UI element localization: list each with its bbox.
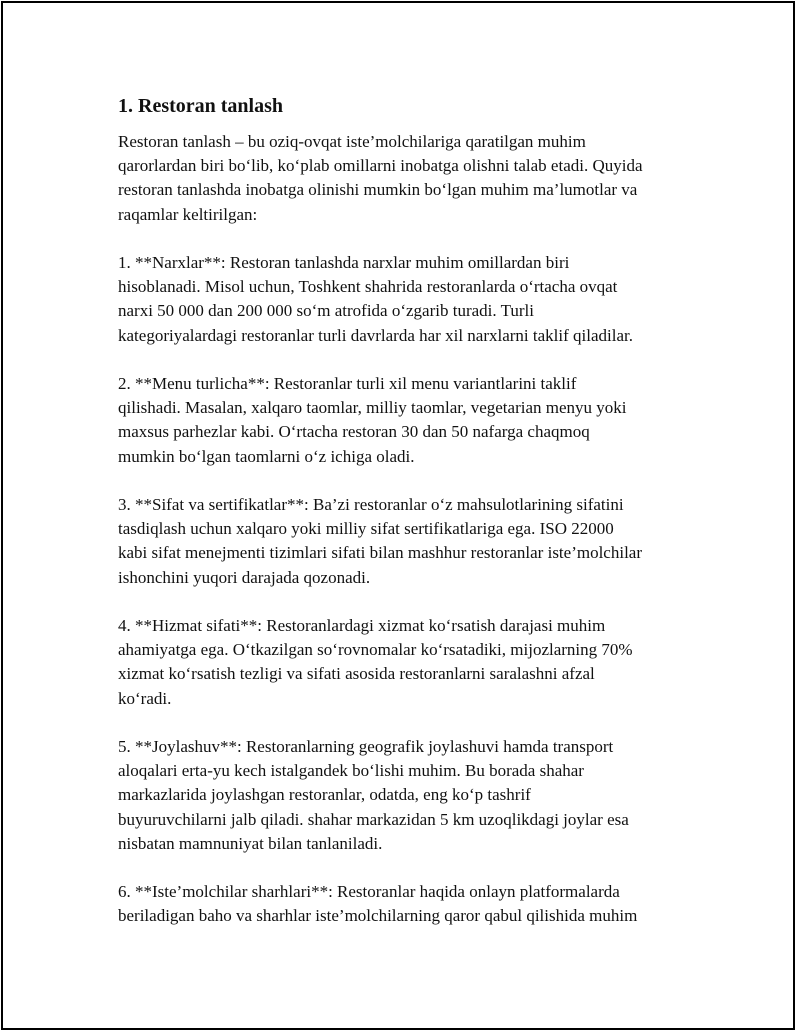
text-line: ahamiyatga ega. O‘tkazilgan so‘rovnomalar ko‘rsatadiki, mijozlarning 70% <box>118 640 633 660</box>
text-line: markazlarida joylashgan restoranlar, odatda, eng ko‘p tashrif <box>118 785 531 805</box>
text-line: kabi sifat menejmenti tizimlari sifati bilan mashhur restoranlar iste’molchilar <box>118 543 643 563</box>
text-line: tasdiqlash uchun xalqaro yoki milliy sifat sertifikatlariga ega. ISO 22000 <box>118 519 614 539</box>
text-line: nisbatan mamnuniyat bilan tanlaniladi. <box>118 833 383 853</box>
text-line: maxsus parhezlar kabi. O‘rtacha restoran 30 dan 50 nafarga chaqmoq <box>118 422 590 442</box>
text-line: narxi 50 000 dan 200 000 so‘m atrofida o‘zgarib turadi. Turli <box>118 301 534 321</box>
list-item-location <box>118 735 698 856</box>
list-item-reviews <box>118 880 698 928</box>
intro-paragraph <box>118 130 698 227</box>
text-line: ishonchini yuqori darajada qozonadi. <box>118 567 371 587</box>
text-line: qilishadi. Masalan, xalqaro taomlar, milliy taomlar, vegetarian menyu yoki <box>118 398 627 418</box>
text-line: qarorlardan biri bo‘lib, ko‘plab omillarni inobatga olishni talab etadi. Quyida <box>118 156 643 176</box>
text-line: kategoriyalardagi restoranlar turli davrlarda har xil narxlarni taklif qiladilar. <box>118 325 633 345</box>
text-line: 5. **Joylashuv**: Restoranlarning geografik joylashuvi hamda transport <box>118 737 614 756</box>
document-body <box>118 94 698 953</box>
list-item-quality <box>118 493 698 590</box>
text-line: 2. **Menu turlicha**: Restoranlar turli xil menu variantlarini taklif <box>118 374 577 393</box>
text-line: buyuruvchilarni jalb qiladi. shahar markazidan 5 km uzoqlikdagi joylar esa <box>118 809 629 829</box>
text-line: restoran tanlashda inobatga olinishi mumkin bo‘lgan muhim ma’lumotlar va <box>118 180 638 200</box>
text-line: 3. **Sifat va sertifikatlar**: Ba’zi restoranlar o‘z mahsulotlarining sifatini <box>118 495 624 514</box>
list-item-service <box>118 614 698 711</box>
section-heading: 1. Restoran tanlash <box>118 95 284 117</box>
text-line: raqamlar keltirilgan: <box>118 204 258 224</box>
text-line: xizmat ko‘rsatish tezligi va sifati asosida restoranlarni saralashni afzal <box>118 664 595 684</box>
text-line: hisoblanadi. Misol uchun, Toshkent shahrida restoranlarda o‘rtacha ovqat <box>118 277 618 297</box>
text-line: 4. **Hizmat sifati**: Restoranlardagi xizmat ko‘rsatish darajasi muhim <box>118 616 606 635</box>
list-item-prices <box>118 251 698 348</box>
text-line: 6. **Iste’molchilar sharhlari**: Restoranlar haqida onlayn platformalarda <box>118 882 620 902</box>
list-item-menu <box>118 372 698 469</box>
text-line: Restoran tanlash – bu oziq-ovqat iste’molchilariga qaratilgan muhim <box>118 132 586 151</box>
text-line: 1. **Narxlar**: Restoran tanlashda narxlar muhim omillardan biri <box>118 253 570 272</box>
text-line: beriladigan baho va sharhlar iste’molchilarning qaror qabul qilishida muhim <box>118 906 638 926</box>
text-line: mumkin bo‘lgan taomlarni o‘z ichiga oladi. <box>118 446 415 466</box>
text-line: aloqalari erta-yu kech istalgandek bo‘lishi muhim. Bu borada shahar <box>118 761 584 781</box>
text-line: ko‘radi. <box>118 688 172 708</box>
